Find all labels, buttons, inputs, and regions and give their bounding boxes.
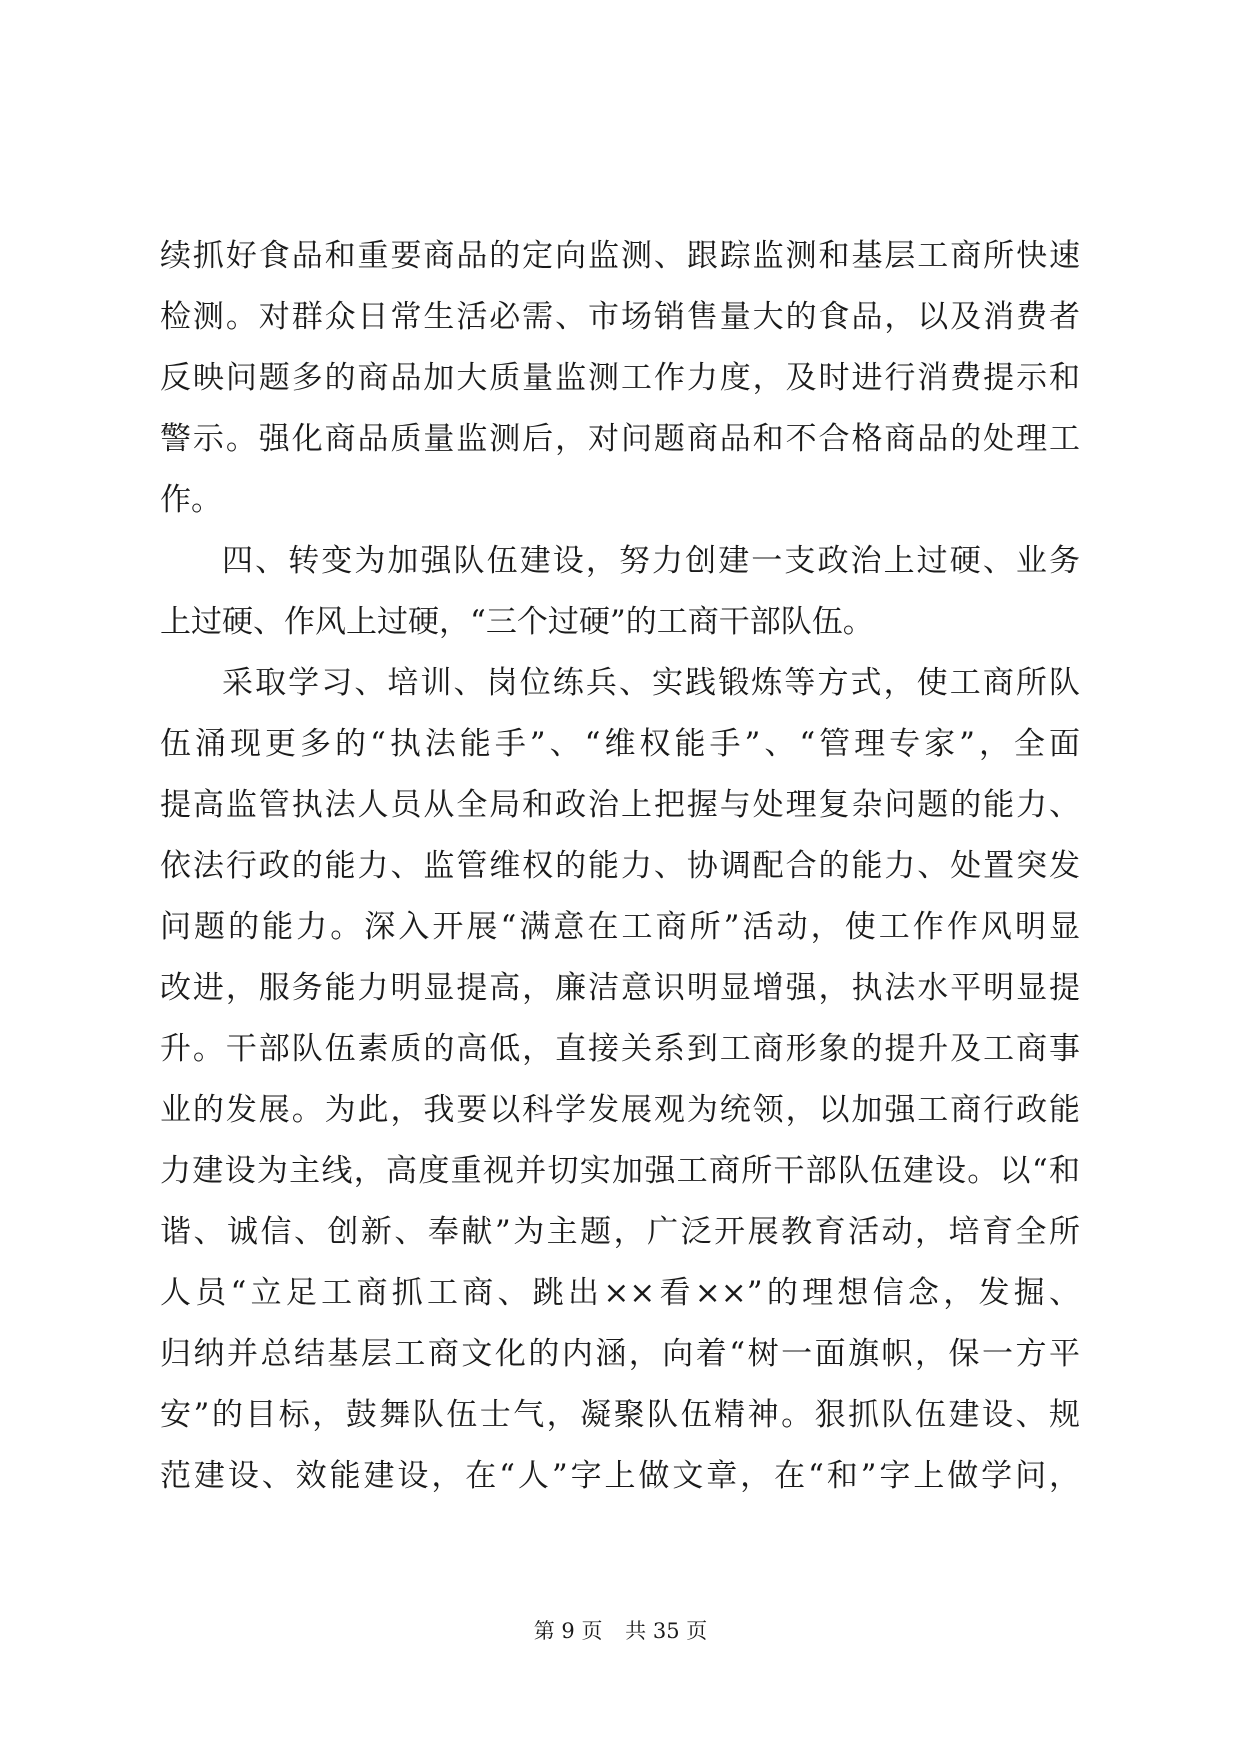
text-line: 安”的目标，鼓舞队伍士气，凝聚队伍精神。狠抓队伍建设、规 bbox=[160, 1397, 1080, 1433]
text-line: 伍涌现更多的“执法能手”、“维权能手”、“管理专家”，全面 bbox=[160, 726, 1080, 762]
text-line: 反映问题多的商品加大质量监测工作力度，及时进行消费提示和 bbox=[160, 360, 1080, 396]
page-footer bbox=[0, 1616, 1241, 1646]
text-line: 续抓好食品和重要商品的定向监测、跟踪监测和基层工商所快速 bbox=[160, 238, 1080, 274]
text-line: 检测。对群众日常生活必需、市场销售量大的食品，以及消费者 bbox=[160, 299, 1080, 335]
text-line: 谐、诚信、创新、奉献”为主题，广泛开展教育活动，培育全所 bbox=[160, 1214, 1080, 1250]
text-line: 警示。强化商品质量监测后，对问题商品和不合格商品的处理工 bbox=[160, 421, 1080, 457]
text-line: 依法行政的能力、监管维权的能力、协调配合的能力、处置突发 bbox=[160, 848, 1080, 884]
text-line: 问题的能力。深入开展“满意在工商所”活动，使工作作风明显 bbox=[160, 909, 1080, 945]
text-line: 四、转变为加强队伍建设，努力创建一支政治上过硬、业务 bbox=[222, 543, 1080, 579]
text-line: 业的发展。为此，我要以科学发展观为统领，以加强工商行政能 bbox=[160, 1092, 1080, 1128]
text-line: 归纳并总结基层工商文化的内涵，向着“树一面旗帜，保一方平 bbox=[160, 1336, 1080, 1372]
text-line: 采取学习、培训、岗位练兵、实践锻炼等方式，使工商所队 bbox=[222, 665, 1080, 701]
text-line: 作。 bbox=[160, 482, 222, 518]
text-line: 力建设为主线，高度重视并切实加强工商所干部队伍建设。以“和 bbox=[160, 1153, 1080, 1189]
text-line: 提高监管执法人员从全局和政治上把握与处理复杂问题的能力、 bbox=[160, 787, 1080, 823]
text-line: 改进，服务能力明显提高，廉洁意识明显增强，执法水平明显提 bbox=[160, 970, 1080, 1006]
page-total: 共 35 页 bbox=[625, 1619, 708, 1643]
text-line: 升。干部队伍素质的高低，直接关系到工商形象的提升及工商事 bbox=[160, 1031, 1080, 1067]
page-number: 第 9 页 bbox=[533, 1619, 603, 1643]
text-line: 上过硬、作风上过硬，“三个过硬”的工商干部队伍。 bbox=[160, 604, 874, 640]
text-line: 人员“立足工商抓工商、跳出××看××”的理想信念，发掘、 bbox=[160, 1275, 1080, 1311]
text-line: 范建设、效能建设，在“人”字上做文章，在“和”字上做学问， bbox=[160, 1458, 1080, 1494]
body-text bbox=[160, 226, 1080, 1507]
